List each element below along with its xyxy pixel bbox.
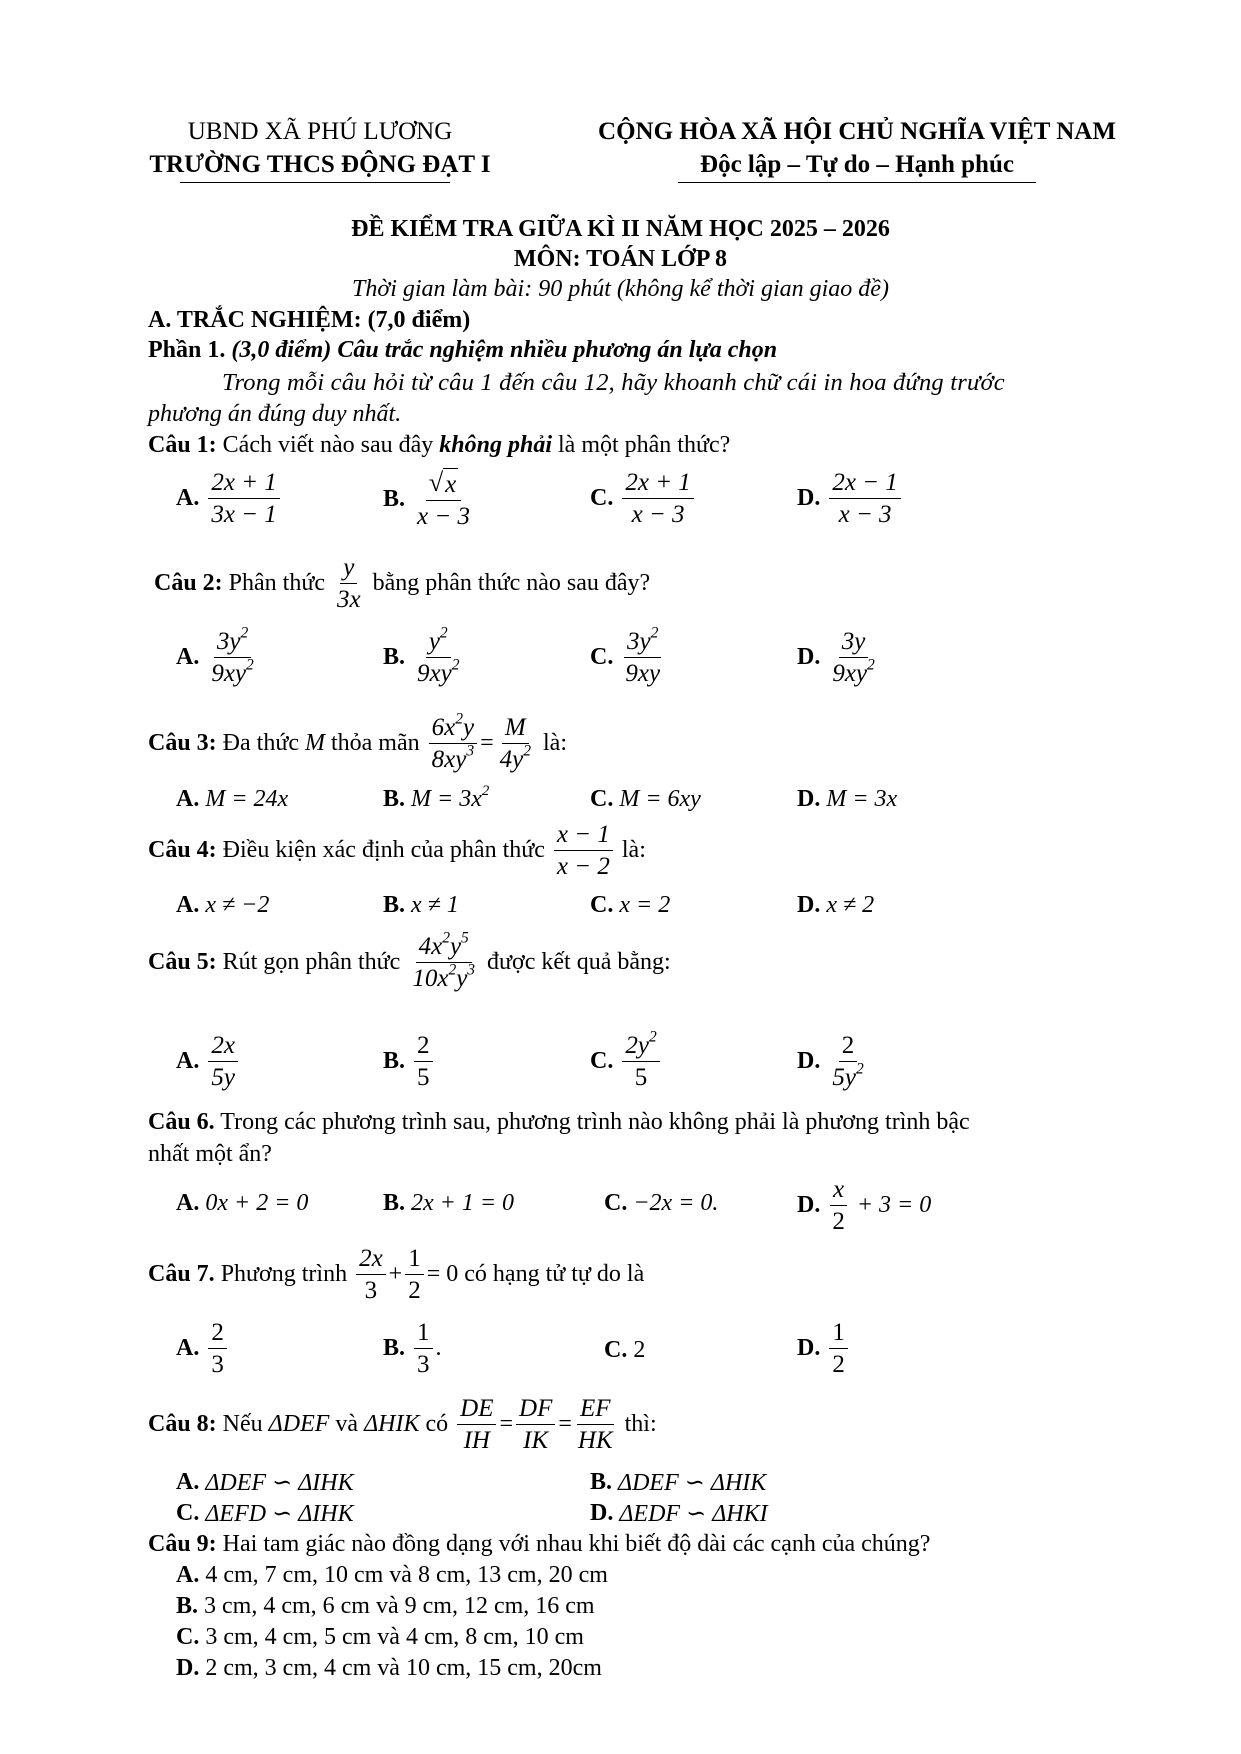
q7-text-b: có hạng tử tự do là xyxy=(458,1261,645,1288)
q3-d-letter: D. xyxy=(797,786,821,812)
q5-b-num: 2 xyxy=(414,1030,433,1062)
q4-option-b[interactable] xyxy=(383,892,459,919)
q1-text-a: Cách viết nào sau đây xyxy=(216,432,440,458)
q4-frac-num: x − 1 xyxy=(554,819,613,851)
q7-b-den: 3 xyxy=(417,1351,430,1379)
q3-left-den: $8xy^3$ xyxy=(431,742,475,774)
q3-equals: = xyxy=(480,730,494,757)
q7-f1-den: 3 xyxy=(364,1277,378,1305)
q4-text-a: Điều kiện xác định của phân thức xyxy=(216,837,551,864)
q1-c-num: 2x + 1 xyxy=(622,467,693,499)
q2-b-letter: B. xyxy=(383,644,406,671)
q8-option-d[interactable] xyxy=(590,1499,768,1528)
q5-a-letter: A. xyxy=(176,1048,200,1075)
q2-d-num: 3y xyxy=(839,626,869,658)
q6-label: Câu 6. xyxy=(148,1109,215,1135)
exam-title: ĐỀ KIỂM TRA GIỮA KÌ II NĂM HỌC 2025 – 2026 xyxy=(351,216,890,242)
q8-frac-3 xyxy=(575,1393,616,1457)
q3-c-value: M = 6xy xyxy=(619,786,701,812)
q1-b-fraction xyxy=(414,467,473,532)
q3-option-b[interactable] xyxy=(383,782,490,813)
q5-c-num: $2y^2$ xyxy=(622,1030,659,1062)
header-right-line2: Độc lập – Tự do – Hạnh phúc xyxy=(700,151,1014,178)
q7-f2-num: 1 xyxy=(405,1243,424,1275)
q1-d-letter: D. xyxy=(797,485,821,512)
q8-text-c: có xyxy=(419,1411,455,1438)
q2-option-c[interactable] xyxy=(590,626,666,690)
q8-f3-num: EF xyxy=(577,1393,614,1425)
q7-text-a: Phương trình xyxy=(214,1261,354,1288)
question-8 xyxy=(148,1393,657,1457)
q7-b-letter: B. xyxy=(383,1335,406,1362)
q3-c-letter: C. xyxy=(590,786,614,812)
q9-c-letter: C. xyxy=(176,1624,200,1650)
part1-heading xyxy=(148,337,777,364)
q3-right-num: M xyxy=(502,712,529,744)
q7-f1-num: 2x xyxy=(356,1243,386,1275)
q2-a-den: $9xy^2$ xyxy=(211,656,254,688)
q6-c-letter: C. xyxy=(604,1190,628,1216)
q6-option-a[interactable] xyxy=(176,1190,308,1217)
q9-b-letter: B. xyxy=(176,1593,199,1619)
q7-d-den: 2 xyxy=(832,1351,845,1379)
q8-a-letter: A. xyxy=(176,1469,200,1495)
q3-b-value: $M = 3x^2$ xyxy=(411,782,490,812)
q8-tri1: ΔDEF xyxy=(268,1411,330,1438)
header-right-underline xyxy=(678,182,1036,183)
question-6-line2: nhất một ẩn? xyxy=(148,1141,272,1167)
header-left-underline xyxy=(180,182,450,183)
exam-subject: MÔN: TOÁN LỚP 8 xyxy=(513,246,728,272)
q3-text-c: là: xyxy=(537,730,567,757)
q1-text-b: là một phân thức? xyxy=(552,432,731,458)
q8-f2-den: IK xyxy=(523,1427,549,1455)
q9-option-b[interactable] xyxy=(176,1593,595,1620)
q6-d-letter: D. xyxy=(797,1192,821,1219)
q1-b-radicand: x xyxy=(443,468,458,500)
q9-option-c[interactable] xyxy=(176,1624,584,1651)
q2-b-num: $y^2$ xyxy=(426,626,451,658)
q7-d-fraction xyxy=(829,1317,848,1381)
q5-option-d[interactable] xyxy=(797,1030,870,1094)
q9-text: Hai tam giác nào đồng dạng với nhau khi biết độ dài các cạnh của chúng? xyxy=(216,1531,931,1557)
q2-a-num: $3y^2$ xyxy=(214,626,251,658)
q6-c-value: −2x = 0. xyxy=(633,1190,719,1216)
header-left-line1: UBND XÃ PHÚ LƯƠNG xyxy=(187,118,453,145)
question-7 xyxy=(148,1243,644,1307)
section-a-title: A. TRẮC NGHIỆM: (7,0 điểm) xyxy=(148,307,471,333)
q6-b-letter: B. xyxy=(383,1190,406,1216)
q8-option-a[interactable] xyxy=(176,1468,354,1497)
exam-time: Thời gian làm bài: 90 phút (không kể thời gian giao đề) xyxy=(352,276,889,302)
q8-frac-1 xyxy=(457,1393,496,1457)
header-right-line1: CỘNG HÒA XÃ HỘI CHỦ NGHĨA VIỆT NAM xyxy=(598,118,1116,145)
q1-a-letter: A. xyxy=(176,485,200,512)
q6-option-b[interactable] xyxy=(383,1190,514,1217)
q1-b-den: x − 3 xyxy=(417,502,470,530)
q8-a-value: ΔDEF ∽ ΔIHK xyxy=(205,1470,354,1496)
q6-d-fraction xyxy=(829,1174,848,1238)
q6-option-d[interactable] xyxy=(797,1174,931,1238)
q5-label: Câu 5: xyxy=(148,949,217,976)
q7-option-a[interactable] xyxy=(176,1317,230,1381)
q2-a-letter: A. xyxy=(176,644,200,671)
q3-option-d[interactable] xyxy=(797,786,897,813)
q5-d-letter: D. xyxy=(797,1048,821,1075)
q7-label: Câu 7. xyxy=(148,1261,215,1288)
q3-option-a[interactable] xyxy=(176,786,288,813)
q2-frac-den: 3x xyxy=(337,586,361,614)
q2-fraction xyxy=(334,552,364,616)
q5-d-num: 2 xyxy=(839,1030,858,1062)
q4-b-letter: B. xyxy=(383,892,406,918)
q3-text-b: thỏa mãn xyxy=(324,730,426,757)
q8-option-c[interactable] xyxy=(176,1499,354,1528)
q5-a-den: 5y xyxy=(211,1064,235,1092)
q4-d-letter: D. xyxy=(797,892,821,918)
q8-text-b: và xyxy=(329,1411,365,1438)
q4-c-value: x = 2 xyxy=(619,892,671,918)
q7-option-c[interactable] xyxy=(604,1337,645,1364)
q1-a-fraction xyxy=(208,467,279,531)
q2-option-a[interactable] xyxy=(176,626,260,690)
q2-c-fraction xyxy=(622,626,663,690)
q4-b-value: x ≠ 1 xyxy=(411,892,459,918)
q5-b-den: 5 xyxy=(417,1064,430,1092)
q1-c-letter: C. xyxy=(590,485,614,512)
q5-a-fraction xyxy=(208,1030,238,1094)
q5-c-letter: C. xyxy=(590,1048,614,1075)
q3-right-den: $4y^2$ xyxy=(499,742,531,774)
q2-text-a: Phân thức xyxy=(222,570,331,597)
q2-b-den: $9xy^2$ xyxy=(417,656,460,688)
q1-option-d[interactable] xyxy=(797,467,904,531)
q5-b-letter: B. xyxy=(383,1048,406,1075)
q7-frac-1 xyxy=(356,1243,386,1307)
q6-b-value: 2x + 1 = 0 xyxy=(411,1190,515,1216)
q8-f2-num: DF xyxy=(516,1393,555,1425)
q1-c-den: x − 3 xyxy=(631,501,685,529)
q7-d-num: 1 xyxy=(829,1317,848,1349)
q7-option-d[interactable] xyxy=(797,1317,851,1381)
q8-option-b[interactable] xyxy=(590,1468,766,1497)
q8-d-letter: D. xyxy=(590,1500,614,1526)
q4-label: Câu 4: xyxy=(148,837,217,864)
q4-a-letter: A. xyxy=(176,892,200,918)
q4-c-letter: C. xyxy=(590,892,614,918)
q2-option-d[interactable] xyxy=(797,626,881,690)
q6-a-value: 0x + 2 = 0 xyxy=(205,1190,309,1216)
q4-option-a[interactable] xyxy=(176,892,269,919)
q3-b-letter: B. xyxy=(383,786,406,812)
q7-frac-2 xyxy=(405,1243,424,1307)
q5-b-fraction xyxy=(414,1030,433,1094)
q9-option-a[interactable] xyxy=(176,1562,608,1589)
q1-option-b[interactable] xyxy=(383,467,476,532)
q1-d-den: x − 3 xyxy=(838,501,892,529)
q1-b-letter: B. xyxy=(383,486,406,513)
q5-option-b[interactable] xyxy=(383,1030,436,1094)
q7-a-letter: A. xyxy=(176,1335,200,1362)
q7-d-letter: D. xyxy=(797,1335,821,1362)
question-4 xyxy=(148,819,646,883)
q1-a-den: 3x − 1 xyxy=(211,501,277,529)
q8-b-value: ΔDEF ∽ ΔHIK xyxy=(618,1470,767,1496)
instruction-line2: phương án đúng duy nhất. xyxy=(148,401,402,427)
q5-fraction xyxy=(409,931,478,995)
q1-option-c[interactable] xyxy=(590,467,697,531)
q8-d-value: ΔEDF ∽ ΔHKI xyxy=(619,1501,768,1527)
q5-text-a: Rút gọn phân thức xyxy=(216,949,407,976)
q5-text-b: được kết quả bằng: xyxy=(481,949,671,976)
header-left-line2: TRƯỜNG THCS ĐỘNG ĐẠT I xyxy=(149,151,491,178)
q4-option-d[interactable] xyxy=(797,892,874,919)
q1-b-num: √ x xyxy=(426,467,462,501)
q7-plus: + xyxy=(388,1261,403,1288)
q2-label: Câu 2: xyxy=(154,570,223,597)
q4-frac-den: x − 2 xyxy=(556,853,610,881)
q6-option-c[interactable] xyxy=(604,1190,718,1217)
q8-label: Câu 8: xyxy=(148,1411,217,1438)
q6-a-letter: A. xyxy=(176,1190,200,1216)
q7-a-fraction xyxy=(208,1317,227,1381)
q3-a-value: M = 24x xyxy=(205,786,289,812)
q5-c-den: 5 xyxy=(634,1064,648,1092)
q1-a-num: 2x + 1 xyxy=(208,467,279,499)
q1-option-a[interactable] xyxy=(176,467,283,531)
q7-c-value: 2 xyxy=(633,1337,646,1363)
q2-a-fraction xyxy=(208,626,256,690)
q7-eq-zero: = 0 xyxy=(426,1261,459,1288)
q9-d-value: 2 cm, 3 cm, 4 cm và 10 cm, 15 cm, 20cm xyxy=(205,1655,602,1681)
q5-frac-den: $10x^2y^3$ xyxy=(412,961,476,993)
q4-a-value: x ≠ −2 xyxy=(205,892,270,918)
q1-d-fraction xyxy=(829,467,900,531)
q3-frac-right xyxy=(497,712,534,776)
q5-option-c[interactable] xyxy=(590,1030,663,1094)
q3-a-letter: A. xyxy=(176,786,200,812)
q3-var: M xyxy=(304,730,325,757)
q2-c-num: $3y^2$ xyxy=(624,626,661,658)
q4-option-c[interactable] xyxy=(590,892,670,919)
q9-a-value: 4 cm, 7 cm, 10 cm và 8 cm, 13 cm, 20 cm xyxy=(205,1562,608,1588)
q9-b-value: 3 cm, 4 cm, 6 cm và 9 cm, 12 cm, 16 cm xyxy=(204,1593,595,1619)
q2-c-letter: C. xyxy=(590,644,614,671)
q5-frac-num: $4x^2y^5$ xyxy=(416,931,472,963)
q7-option-b[interactable] xyxy=(383,1317,442,1381)
q8-frac-2 xyxy=(516,1393,555,1457)
q2-d-fraction xyxy=(829,626,877,690)
q3-label: Câu 3: xyxy=(148,730,217,757)
q8-c-value: ΔEFD ∽ ΔIHK xyxy=(205,1501,354,1527)
q7-b-fraction xyxy=(414,1317,433,1381)
question-6-line1 xyxy=(148,1109,970,1136)
q3-frac-left xyxy=(429,712,477,776)
q4-text-b: là: xyxy=(615,837,646,864)
q9-a-letter: A. xyxy=(176,1562,200,1588)
q1-label: Câu 1: xyxy=(148,432,217,458)
q9-d-letter: D. xyxy=(176,1655,200,1681)
question-1 xyxy=(148,432,730,459)
q6-line1: Trong các phương trình sau, phương trình nào không phải là phương trình bậc xyxy=(214,1109,970,1135)
q8-text-a: Nếu xyxy=(216,1411,269,1438)
q8-text-d: thì: xyxy=(618,1411,657,1438)
part1-prefix: Phần 1. xyxy=(148,337,226,363)
q5-d-den: $5y^2$ xyxy=(832,1060,864,1092)
q8-f3-den: HK xyxy=(577,1427,613,1455)
question-9 xyxy=(148,1531,930,1558)
question-5 xyxy=(148,931,671,995)
question-2 xyxy=(154,552,650,616)
q7-a-num: 2 xyxy=(208,1317,227,1349)
q8-f1-den: IH xyxy=(463,1427,490,1455)
instruction-line1: Trong mỗi câu hỏi từ câu 1 đến câu 12, hãy khoanh chữ cái in hoa đứng trước xyxy=(222,369,1005,396)
q9-c-value: 3 cm, 4 cm, 5 cm và 4 cm, 8 cm, 10 cm xyxy=(205,1624,584,1650)
q7-f2-den: 2 xyxy=(408,1277,421,1305)
q5-a-num: 2x xyxy=(208,1030,238,1062)
q5-option-a[interactable] xyxy=(176,1030,241,1094)
q8-eq-2: = xyxy=(558,1411,572,1438)
q8-f1-num: DE xyxy=(457,1393,496,1425)
q2-option-b[interactable] xyxy=(383,626,465,690)
q3-left-num: $6x^2y$ xyxy=(429,712,477,744)
q8-c-letter: C. xyxy=(176,1500,200,1526)
q2-text-b: bằng phân thức nào sau đây? xyxy=(366,570,651,597)
q9-label: Câu 9: xyxy=(148,1531,217,1557)
q8-eq-1: = xyxy=(499,1411,514,1438)
q9-option-d[interactable] xyxy=(176,1655,602,1682)
q1-c-fraction xyxy=(622,467,693,531)
question-3 xyxy=(148,712,567,776)
q5-d-fraction xyxy=(829,1030,866,1094)
part1-text: (3,0 điểm) Câu trắc nghiệm nhiều phương án lựa chọn xyxy=(225,337,778,363)
q7-c-letter: C. xyxy=(604,1337,628,1363)
q8-b-letter: B. xyxy=(590,1469,613,1495)
q2-frac-num: y xyxy=(340,552,357,584)
q7-b-num: 1 xyxy=(414,1317,433,1349)
q4-fraction xyxy=(554,819,613,883)
q6-d-num: x xyxy=(830,1174,847,1206)
q6-d-tail: + 3 = 0 xyxy=(850,1192,932,1219)
q1-text-bold: không phải xyxy=(439,432,552,458)
q5-c-fraction xyxy=(622,1030,659,1094)
q2-b-fraction xyxy=(414,626,462,690)
q2-d-letter: D. xyxy=(797,644,821,671)
q3-option-c[interactable] xyxy=(590,786,701,813)
q2-c-den: 9xy xyxy=(625,660,661,688)
q8-tri2: ΔHIK xyxy=(364,1411,420,1438)
q7-a-den: 3 xyxy=(211,1351,224,1379)
q3-d-value: M = 3x xyxy=(826,786,898,812)
q2-d-den: $9xy^2$ xyxy=(832,656,875,688)
q7-b-period: . xyxy=(435,1335,442,1362)
q6-d-den: 2 xyxy=(832,1208,845,1236)
q3-text-a: Đa thức xyxy=(216,730,305,757)
q4-d-value: x ≠ 2 xyxy=(826,892,875,918)
q1-d-num: 2x − 1 xyxy=(829,467,900,499)
